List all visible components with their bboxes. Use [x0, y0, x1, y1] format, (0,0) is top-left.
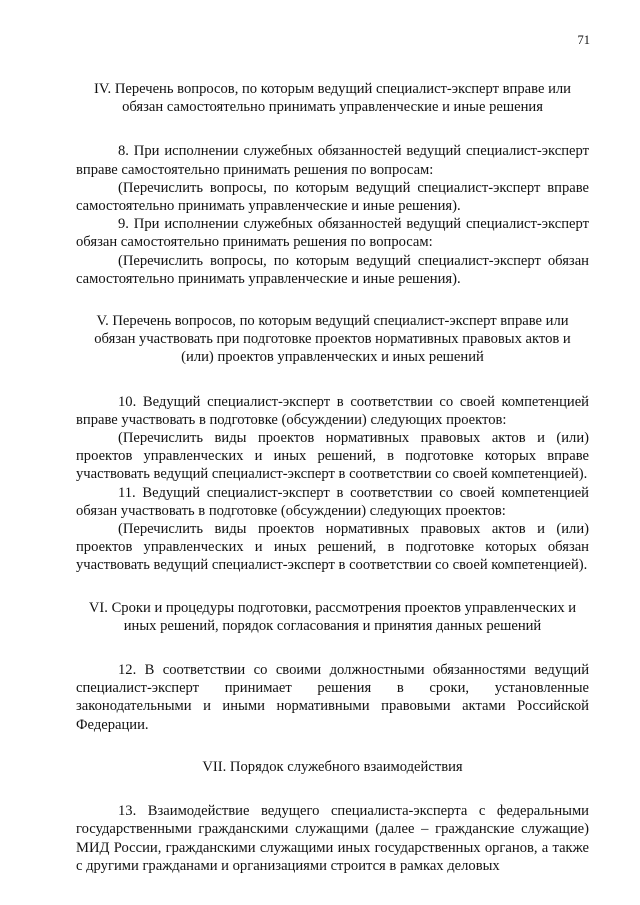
- section-v: [76, 312, 589, 575]
- section-iv: [76, 80, 589, 288]
- paragraph: 11. Ведущий специалист-эксперт в соответствии со своей компетенцией обязан участвовать в подготовке (обсуждении) следующих проектов:: [76, 484, 589, 519]
- paragraph: (Перечислить виды проектов нормативных правовых актов и (или) проектов управленческих и иных решений, в подготовке которых вправе участвовать ведущий специалист-эксперт в соответствии со своей компетенцией).: [76, 430, 589, 483]
- paragraph: 13. Взаимодействие ведущего специалиста-эксперта с федеральными государственными гражданскими служащими (далее – гражданские служащие) МИД России, гражданскими служащими иных государственных органов, а также с другими гражданами и организациями строится в рамках деловых: [76, 803, 589, 874]
- paragraph: 9. При исполнении служебных обязанностей ведущий специалист-эксперт обязан самостоятельно принимать решения по вопросам:: [76, 216, 589, 251]
- section-heading: VI. Сроки и процедуры подготовки, рассмотрения проектов управленческих и иных решений, порядок согласования и принятия данных решений: [88, 599, 577, 634]
- section-heading: IV. Перечень вопросов, по которым ведущий специалист-эксперт вправе или обязан самостоятельно принимать управленческие и иные решения: [94, 81, 571, 116]
- paragraph: (Перечислить вопросы, по которым ведущий специалист-эксперт вправе самостоятельно принимать управленческие и иные решения).: [76, 179, 589, 215]
- section-vi: [76, 599, 589, 734]
- section-heading: VII. Порядок служебного взаимодействия: [202, 758, 463, 775]
- section-heading: V. Перечень вопросов, по которым ведущий специалист-эксперт вправе или обязан участвовать при подготовке проектов нормативных правовых актов и (или) проектов управленческих и иных решений: [94, 313, 571, 366]
- paragraph: (Перечислить виды проектов нормативных правовых актов и (или) проектов управленческих и иных решений, в подготовке которых обязан участвовать ведущий специалист-эксперт в соответствии со своей компетенцией).: [76, 521, 589, 574]
- page-number: 71: [577, 33, 590, 47]
- paragraph: 10. Ведущий специалист-эксперт в соответствии со своей компетенцией вправе участвовать в подготовке (обсуждении) следующих проектов:: [76, 393, 589, 428]
- document-body: [76, 80, 589, 875]
- paragraph: 12. В соответствии со своими должностными обязанностями ведущий специалист-эксперт принимает решения в сроки, установленные законодательными и иными нормативными правовыми актами Российской Федерации.: [76, 662, 589, 733]
- paragraph: 8. При исполнении служебных обязанностей ведущий специалист-эксперт вправе самостоятельно принимать решения по вопросам:: [76, 143, 589, 178]
- section-vii: [76, 758, 589, 875]
- paragraph: (Перечислить вопросы, по которым ведущий специалист-эксперт обязан самостоятельно принимать управленческие и иные решения).: [76, 252, 589, 287]
